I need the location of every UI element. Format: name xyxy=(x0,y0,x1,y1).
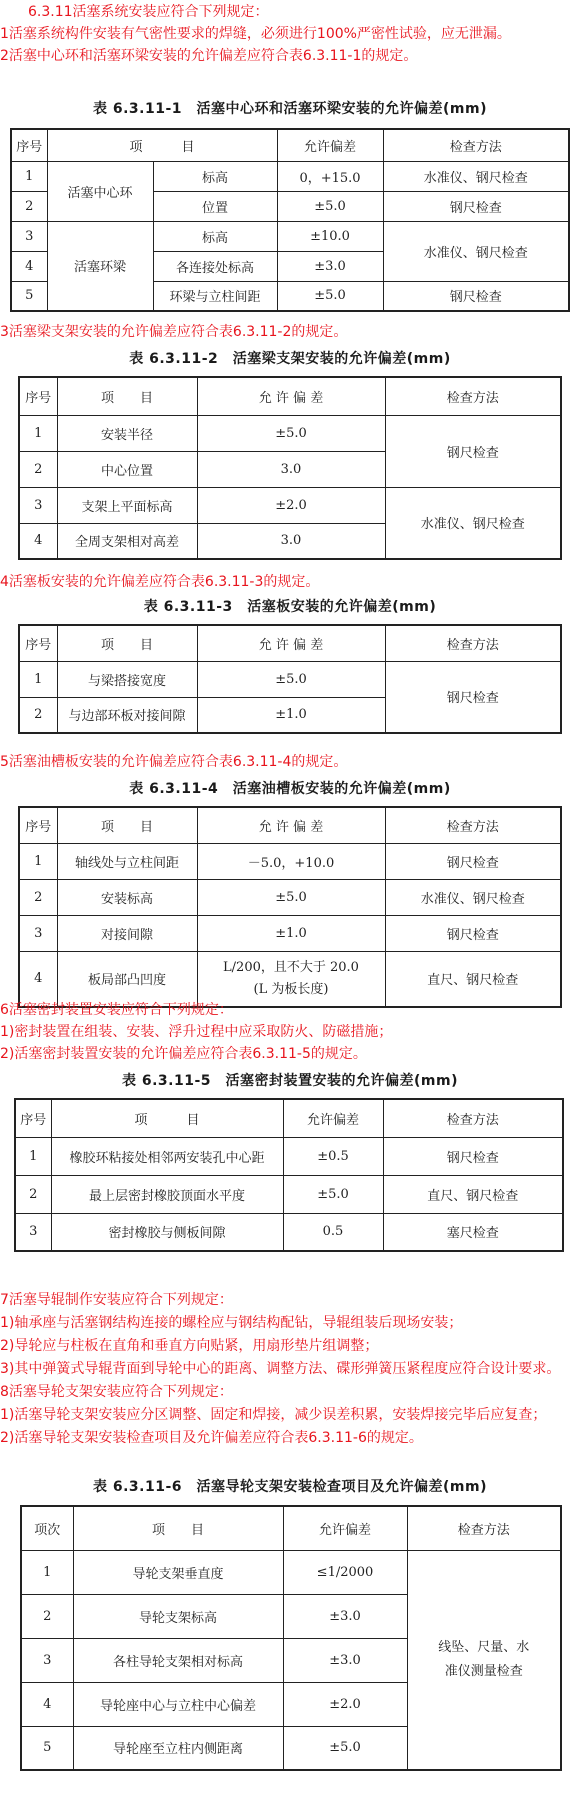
table-4-caption: 表 6.3.11-4 活塞油槽板安装的允许偏差(mm) xyxy=(129,781,451,797)
row-number: 4 xyxy=(19,523,57,559)
item-cell: 密封橡胶与侧板间隙 xyxy=(51,1213,283,1251)
item-cell: 与梁搭接宽度 xyxy=(57,661,197,697)
item-cell: 安装半径 xyxy=(57,415,197,451)
paragraph-6-heading: 6活塞密封装置安装应符合下列规定： xyxy=(0,1002,233,1018)
method-cell: 水准仪、钢尺检查 xyxy=(383,161,569,191)
paragraph-7-item-2: 2)导轮应与柱板在直角和垂直方向贴紧，用扇形垫片组调整； xyxy=(0,1338,379,1354)
method-line: 准仪测量检查 xyxy=(444,1663,523,1679)
header-cell: 检查方法 xyxy=(383,1099,563,1137)
item-cell: 各柱导轮支架相对标高 xyxy=(73,1638,283,1682)
row-number: 2 xyxy=(19,697,57,733)
intro-item-1: 1活塞系统构件安装有气密性要求的焊缝，必须进行100%严密性试验，应无泄漏。 xyxy=(0,26,511,42)
paragraph-6-item-1: 1)密封装置在组装、安装、浮升过程中应采取防火、防磁措施； xyxy=(0,1024,393,1040)
row-number: 3 xyxy=(19,915,57,951)
header-cell: 允许偏差 xyxy=(283,1099,383,1137)
paragraph-5: 5活塞油槽板安装的允许偏差应符合表6.3.11-4的规定。 xyxy=(0,754,348,770)
method-line: 线坠、尺量、水 xyxy=(438,1639,530,1655)
row-number: 1 xyxy=(19,661,57,697)
paragraph-7-item-3: 3)其中弹簧式导辊背面到导轮中心的距离、调整方法、碟形弹簧压紧程度应符合设计要求。 xyxy=(0,1361,561,1377)
item-cell: 全周支架相对高差 xyxy=(57,523,197,559)
method-cell: 钢尺检查 xyxy=(383,191,569,221)
item-cell: 各连接处标高 xyxy=(153,251,277,281)
table-6-caption: 表 6.3.11-6 活塞导轮支架安装检查项目及允许偏差(mm) xyxy=(93,1479,487,1495)
table-1 xyxy=(10,128,570,312)
item-cell: 导轮座至立柱内侧距离 xyxy=(73,1726,283,1770)
item-cell: 最上层密封橡胶顶面水平度 xyxy=(51,1175,283,1213)
row-number: 2 xyxy=(21,1594,73,1638)
header-cell: 序号 xyxy=(19,377,57,415)
header-cell: 检查方法 xyxy=(407,1506,561,1550)
paragraph-8-item-1: 1)活塞导轮支架安装应分区调整、固定和焊接，减少误差积累，安装焊接完毕后应复查； xyxy=(0,1407,547,1423)
header-cell: 项 目 xyxy=(73,1506,283,1550)
table-header-row xyxy=(15,1099,563,1137)
deviation-cell: ±1.0 xyxy=(197,915,385,951)
header-cell: 项 目 xyxy=(57,807,197,843)
header-cell: 允许偏差 xyxy=(277,129,383,161)
method-cell: 钢尺检查 xyxy=(383,1137,563,1175)
table-row xyxy=(15,1213,563,1251)
header-cell: 序号 xyxy=(11,129,47,161)
row-number: 5 xyxy=(21,1726,73,1770)
item-cell: 橡胶环粘接处相邻两安装孔中心距 xyxy=(51,1137,283,1175)
item-cell: 中心位置 xyxy=(57,451,197,487)
paragraph-8-heading: 8活塞导轮支架安装应符合下列规定： xyxy=(0,1384,233,1400)
paragraph-3: 3活塞梁支架安装的允许偏差应符合表6.3.11-2的规定。 xyxy=(0,324,348,340)
intro-item-2: 2活塞中心环和活塞环梁安装的允许偏差应符合表6.3.11-1的规定。 xyxy=(0,48,418,64)
item-cell: 位置 xyxy=(153,191,277,221)
deviation-cell: ±5.0 xyxy=(197,415,385,451)
table-5-caption: 表 6.3.11-5 活塞密封装置安装的允许偏差(mm) xyxy=(122,1073,458,1089)
method-cell: 水准仪、钢尺检查 xyxy=(383,221,569,281)
deviation-cell: ±0.5 xyxy=(283,1137,383,1175)
header-cell: 检查方法 xyxy=(383,129,569,161)
deviation-cell: 3.0 xyxy=(197,451,385,487)
header-cell: 允 许 偏 差 xyxy=(197,807,385,843)
deviation-cell: ±10.0 xyxy=(277,221,383,251)
table-header-row xyxy=(21,1506,561,1550)
item-cell: 导轮支架垂直度 xyxy=(73,1550,283,1594)
group-label: 活塞环梁 xyxy=(47,221,153,311)
row-number: 2 xyxy=(11,191,47,221)
deviation-cell: ±5.0 xyxy=(283,1726,407,1770)
row-number: 4 xyxy=(21,1682,73,1726)
table-row xyxy=(19,915,561,951)
deviation-cell: ±5.0 xyxy=(277,191,383,221)
row-number: 2 xyxy=(19,451,57,487)
group-label: 活塞中心环 xyxy=(47,161,153,221)
row-number: 1 xyxy=(11,161,47,191)
item-cell: 导轮座中心与立柱中心偏差 xyxy=(73,1682,283,1726)
item-cell: 安装标高 xyxy=(57,879,197,915)
table-row xyxy=(11,221,569,251)
header-cell: 项 目 xyxy=(47,129,277,161)
row-number: 3 xyxy=(15,1213,51,1251)
intro-heading: 6.3.11活塞系统安装应符合下列规定： xyxy=(28,4,269,20)
deviation-cell: ±3.0 xyxy=(283,1638,407,1682)
item-cell: 标高 xyxy=(153,221,277,251)
deviation-cell: ±2.0 xyxy=(197,487,385,523)
header-cell: 允许偏差 xyxy=(283,1506,407,1550)
table-row xyxy=(19,843,561,879)
deviation-cell: －5.0，+10.0 xyxy=(197,843,385,879)
header-cell: 项 目 xyxy=(57,377,197,415)
method-cell xyxy=(407,1550,561,1770)
header-cell: 允 许 偏 差 xyxy=(197,377,385,415)
table-row xyxy=(15,1175,563,1213)
row-number: 4 xyxy=(11,251,47,281)
deviation-cell: ±5.0 xyxy=(197,661,385,697)
method-cell: 钢尺检查 xyxy=(385,661,561,733)
paragraph-7-item-1: 1)轴承座与活塞钢结构连接的螺栓应与钢结构配钻，导辊组装后现场安装； xyxy=(0,1315,463,1331)
paragraph-6-item-2: 2)活塞密封装置安装的允许偏差应符合表6.3.11-5的规定。 xyxy=(0,1046,367,1062)
header-cell: 序号 xyxy=(15,1099,51,1137)
deviation-cell xyxy=(197,951,385,1007)
deviation-note: (L 为板长度) xyxy=(253,981,329,997)
row-number: 1 xyxy=(19,843,57,879)
header-cell: 项 目 xyxy=(51,1099,283,1137)
table-row xyxy=(19,487,561,523)
header-cell: 允 许 偏 差 xyxy=(197,625,385,661)
deviation-cell: 0.5 xyxy=(283,1213,383,1251)
item-cell: 与边部环板对接间隙 xyxy=(57,697,197,733)
row-number: 3 xyxy=(11,221,47,251)
table-row xyxy=(21,1550,561,1594)
table-header-row xyxy=(11,129,569,161)
row-number: 5 xyxy=(11,281,47,311)
table-row xyxy=(19,879,561,915)
table-header-row xyxy=(19,807,561,843)
method-cell: 钢尺检查 xyxy=(385,915,561,951)
paragraph-8-item-2: 2)活塞导轮支架安装检查项目及允许偏差应符合表6.3.11-6的规定。 xyxy=(0,1430,423,1446)
row-number: 3 xyxy=(19,487,57,523)
item-cell: 板局部凸凹度 xyxy=(57,951,197,1007)
row-number: 1 xyxy=(21,1550,73,1594)
deviation-line: L/200，且不大于 20.0 xyxy=(223,959,359,975)
method-cell: 直尺、钢尺检查 xyxy=(385,951,561,1007)
deviation-cell: ±2.0 xyxy=(283,1682,407,1726)
header-cell: 检查方法 xyxy=(385,625,561,661)
deviation-cell: ±5.0 xyxy=(283,1175,383,1213)
method-cell: 钢尺检查 xyxy=(385,415,561,487)
deviation-cell: ≤1/2000 xyxy=(283,1550,407,1594)
table-3-caption: 表 6.3.11-3 活塞板安装的允许偏差(mm) xyxy=(143,599,437,615)
table-row xyxy=(19,951,561,1007)
table-row xyxy=(15,1137,563,1175)
deviation-cell: 0，+15.0 xyxy=(277,161,383,191)
method-cell: 水准仪、钢尺检查 xyxy=(385,879,561,915)
item-cell: 导轮支架标高 xyxy=(73,1594,283,1638)
table-2-caption: 表 6.3.11-2 活塞梁支架安装的允许偏差(mm) xyxy=(129,351,451,367)
row-number: 4 xyxy=(19,951,57,1007)
table-row xyxy=(19,661,561,697)
row-number: 2 xyxy=(19,879,57,915)
paragraph-7-heading: 7活塞导辊制作安装应符合下列规定： xyxy=(0,1292,233,1308)
header-cell: 项 目 xyxy=(57,625,197,661)
item-cell: 标高 xyxy=(153,161,277,191)
item-cell: 环梁与立柱间距 xyxy=(153,281,277,311)
deviation-cell: ±1.0 xyxy=(197,697,385,733)
header-cell: 序号 xyxy=(19,625,57,661)
row-number: 2 xyxy=(15,1175,51,1213)
table-row xyxy=(11,161,569,191)
deviation-cell: ±3.0 xyxy=(283,1594,407,1638)
table-row xyxy=(19,415,561,451)
row-number: 1 xyxy=(15,1137,51,1175)
deviation-cell: 3.0 xyxy=(197,523,385,559)
header-cell: 检查方法 xyxy=(385,807,561,843)
item-cell: 轴线处与立柱间距 xyxy=(57,843,197,879)
header-cell: 检查方法 xyxy=(385,377,561,415)
table-3 xyxy=(18,624,562,734)
item-cell: 对接间隙 xyxy=(57,915,197,951)
row-number: 1 xyxy=(19,415,57,451)
deviation-cell: ±5.0 xyxy=(197,879,385,915)
deviation-cell: ±3.0 xyxy=(277,251,383,281)
table-5 xyxy=(14,1098,564,1252)
method-cell: 塞尺检查 xyxy=(383,1213,563,1251)
table-4 xyxy=(18,806,562,1008)
method-cell: 水准仪、钢尺检查 xyxy=(385,487,561,559)
header-cell: 项次 xyxy=(21,1506,73,1550)
method-cell: 直尺、钢尺检查 xyxy=(383,1175,563,1213)
table-header-row xyxy=(19,377,561,415)
table-2 xyxy=(18,376,562,560)
method-cell: 钢尺检查 xyxy=(383,281,569,311)
item-cell: 支架上平面标高 xyxy=(57,487,197,523)
table-header-row xyxy=(19,625,561,661)
deviation-cell: ±5.0 xyxy=(277,281,383,311)
table-6 xyxy=(20,1505,562,1771)
header-cell: 序号 xyxy=(19,807,57,843)
paragraph-4: 4活塞板安装的允许偏差应符合表6.3.11-3的规定。 xyxy=(0,574,320,590)
method-cell: 钢尺检查 xyxy=(385,843,561,879)
row-number: 3 xyxy=(21,1638,73,1682)
table-1-caption: 表 6.3.11-1 活塞中心环和活塞环梁安装的允许偏差(mm) xyxy=(93,101,487,117)
